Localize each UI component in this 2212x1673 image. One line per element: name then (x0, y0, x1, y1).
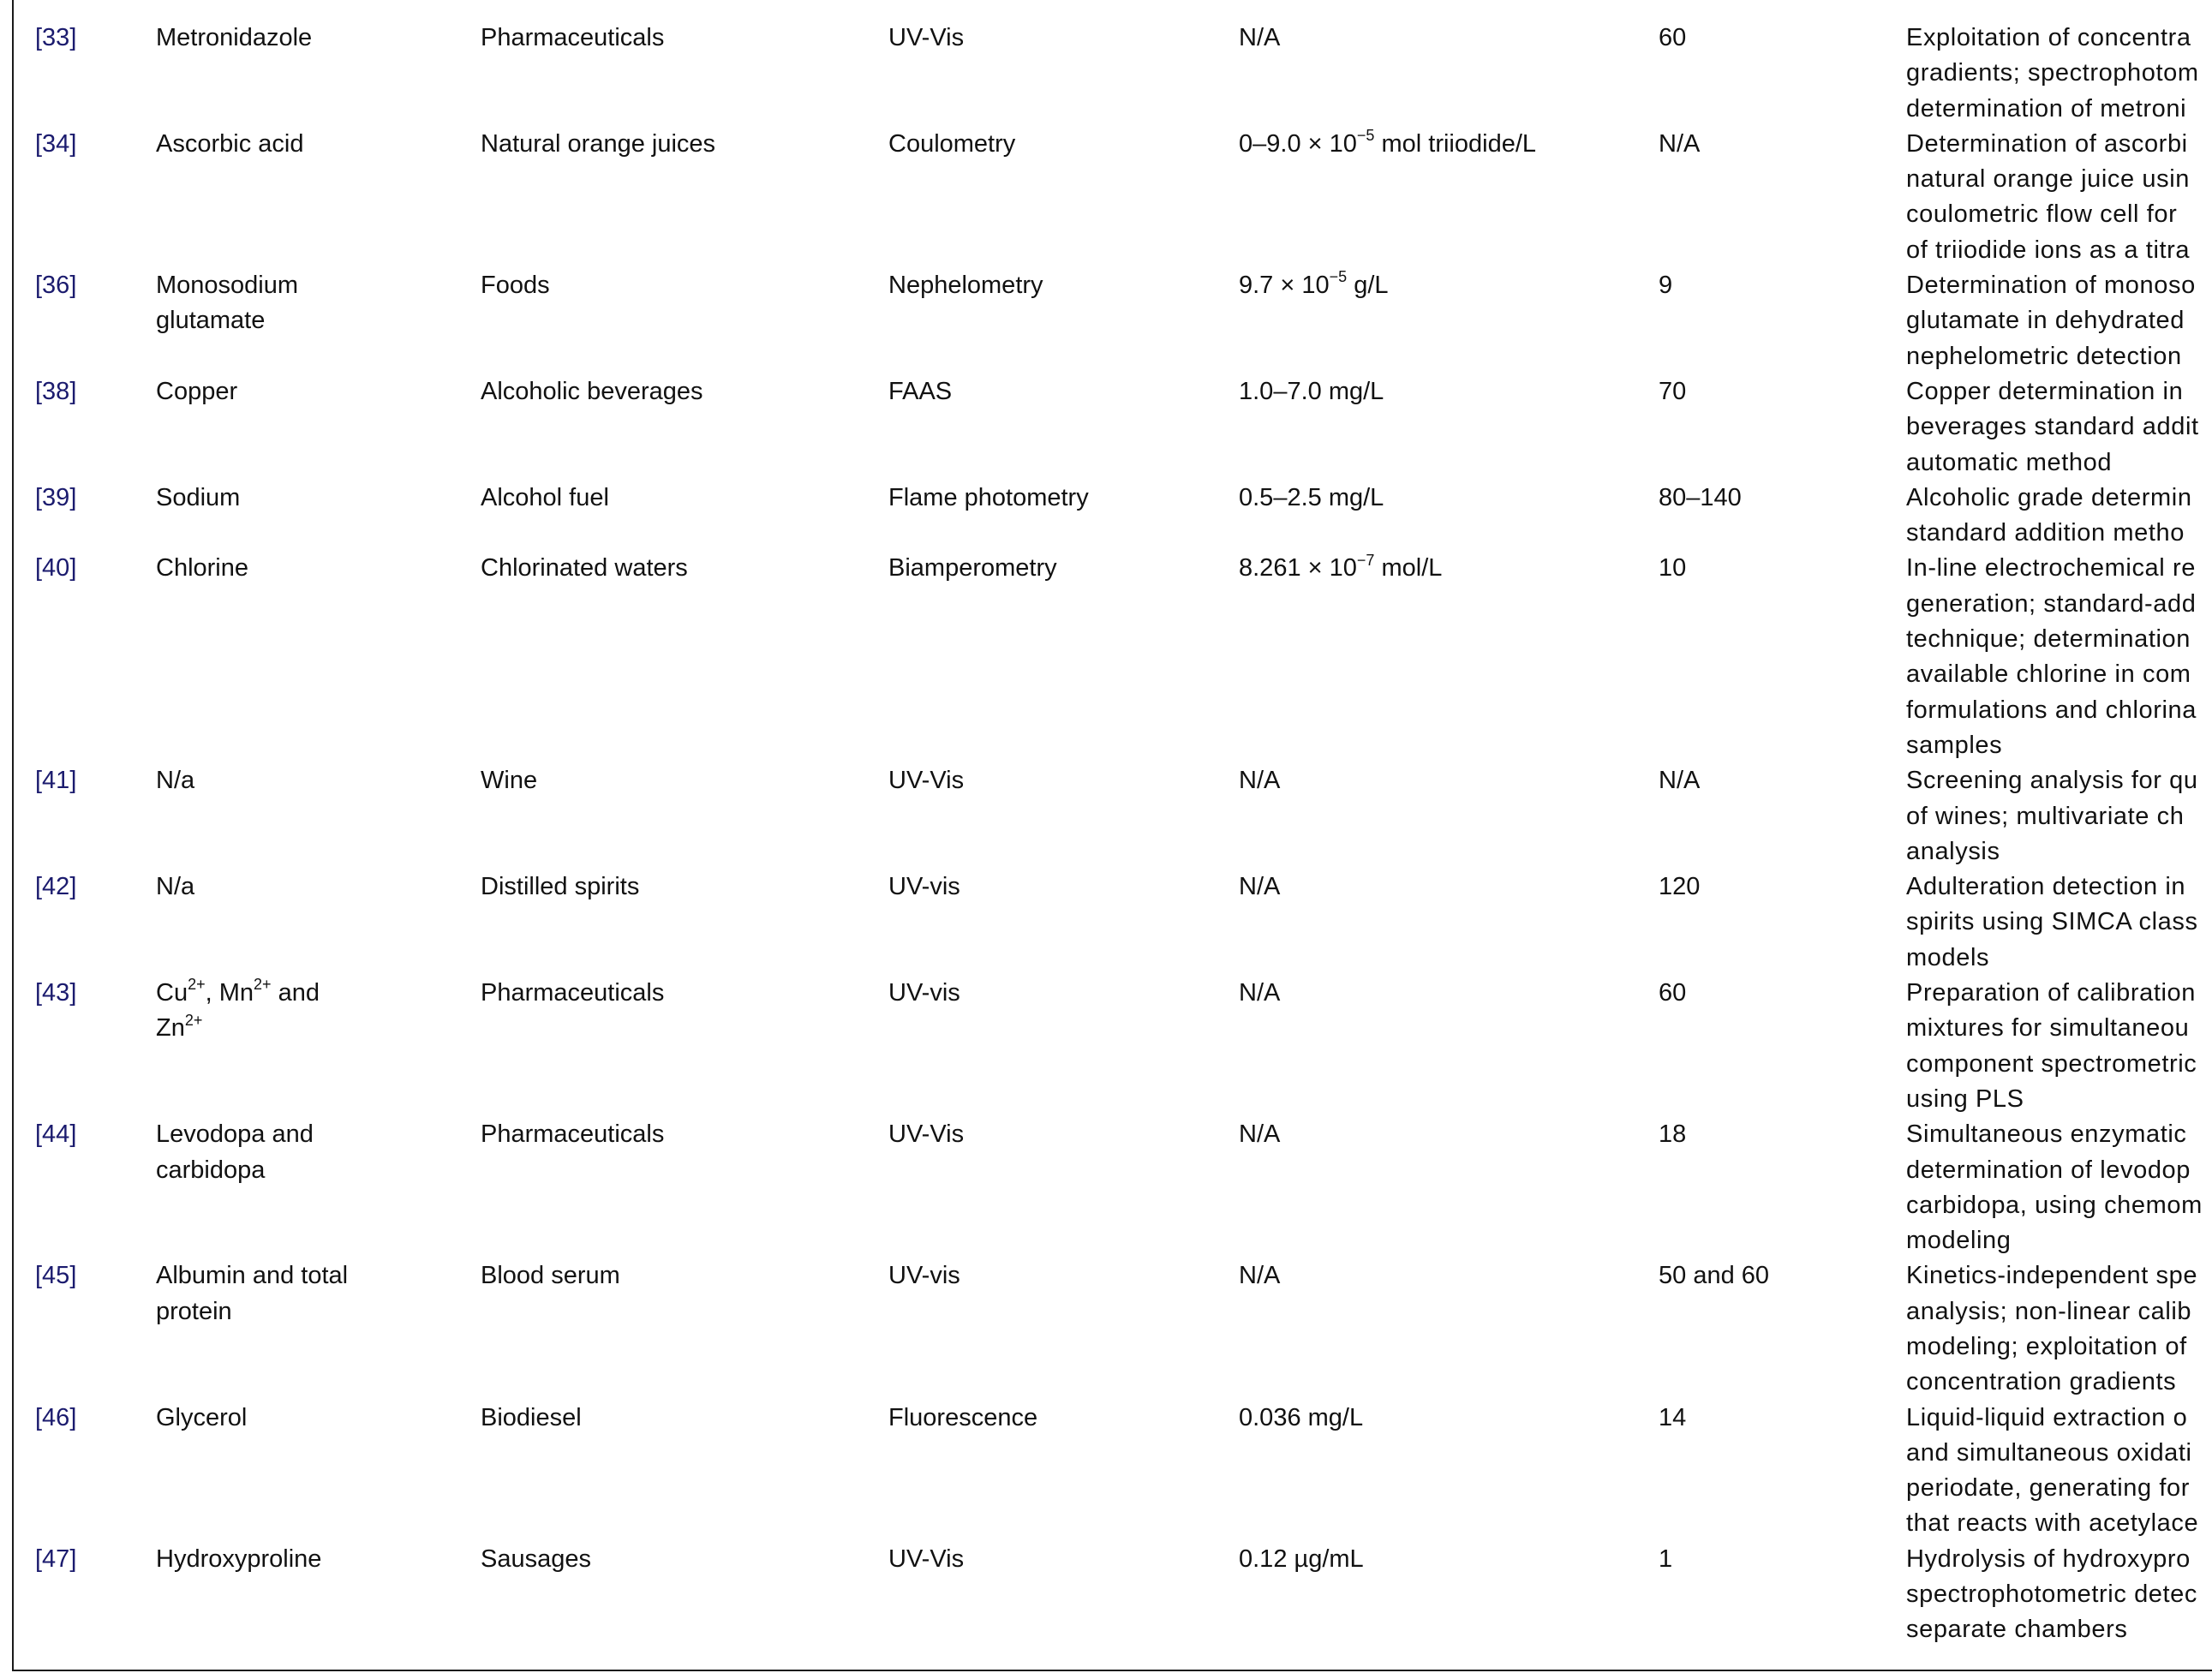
description-line: of wines; multivariate ch (1906, 802, 2185, 830)
description-line: Screening analysis for qu (1906, 767, 2198, 795)
range-value: 0.5–2.5 mg/L (1239, 483, 1384, 511)
table-row (0, 1542, 2212, 1648)
technique-cell: UV-Vis (888, 24, 965, 51)
description-cell (1906, 127, 2190, 268)
description-cell (1906, 1258, 2197, 1400)
reference-link[interactable]: [47] (35, 1545, 77, 1573)
technique-cell: Nephelometry (888, 272, 1043, 300)
description-line: Alcoholic grade determin (1906, 483, 2192, 511)
technique-cell: UV-Vis (888, 1545, 965, 1573)
description-cell (1906, 976, 2197, 1117)
description-line: spectrophotometric detec (1906, 1580, 2198, 1609)
description-line: of triiodide ions as a titra (1906, 236, 2191, 264)
analyte-line: glutamate (156, 307, 266, 335)
description-cell (1906, 21, 2199, 127)
sample-cell: Distilled spirits (481, 873, 640, 901)
sample-cell: Blood serum (481, 1262, 620, 1290)
description-line: glutamate in dehydrated (1906, 307, 2185, 335)
analyte-line: Metronidazole (156, 24, 313, 51)
description-line: Determination of ascorbi (1906, 129, 2188, 158)
analyte-cell (156, 1258, 348, 1329)
table-row (0, 268, 2212, 374)
reference-link[interactable]: [40] (35, 554, 77, 583)
analyte-cell (156, 481, 240, 516)
description-line: component spectrometric (1906, 1049, 2197, 1078)
reference-link[interactable]: [45] (35, 1262, 77, 1290)
sample-cell: Pharmaceuticals (481, 24, 665, 51)
description-line: standard addition metho (1906, 519, 2185, 547)
range-value: 1.0–7.0 mg/L (1239, 377, 1384, 405)
description-line: beverages standard addit (1906, 413, 2199, 441)
reference-link[interactable]: [46] (35, 1403, 77, 1431)
reference-link[interactable]: [39] (35, 483, 77, 511)
technique-cell: FAAS (888, 377, 953, 405)
sample-cell: Chlorinated waters (481, 554, 688, 583)
description-cell (1906, 1401, 2198, 1542)
table-row (0, 1117, 2212, 1258)
description-line: Copper determination in (1906, 377, 2184, 405)
frequency-cell: 60 (1659, 979, 1687, 1007)
frequency-cell: 60 (1659, 24, 1687, 51)
frequency-cell: 18 (1659, 1120, 1687, 1149)
frequency-cell: 14 (1659, 1403, 1687, 1431)
reference-link[interactable]: [44] (35, 1120, 77, 1149)
analyte-cell (156, 268, 298, 339)
table-row (0, 374, 2212, 481)
range-exponent: −7 (1356, 551, 1375, 569)
description-line: Adulteration detection in (1906, 873, 2186, 901)
description-line: modeling (1906, 1227, 2012, 1255)
reference-link[interactable]: [41] (35, 767, 77, 795)
technique-cell: UV-vis (888, 1262, 960, 1290)
range-unit: g/L (1347, 272, 1389, 300)
sample-cell: Sausages (481, 1545, 591, 1573)
range-value: N/A (1239, 873, 1281, 901)
range-value: 0.036 mg/L (1239, 1403, 1364, 1431)
analyte-line: $Cu^{2+}$, $Mn^{2+}$ and (156, 976, 320, 1007)
description-line: generation; standard-add (1906, 589, 2197, 618)
sample-cell: Wine (481, 767, 538, 795)
description-line: separate chambers (1906, 1616, 2128, 1644)
range-value: 8.261 × 10 (1239, 554, 1357, 583)
description-line: natural orange juice usin (1906, 165, 2190, 194)
description-cell (1906, 268, 2196, 374)
description-line: using PLS (1906, 1084, 2024, 1113)
description-line: Kinetics-independent spe (1906, 1262, 2198, 1290)
description-cell (1906, 1117, 2203, 1258)
description-line: Determination of monoso (1906, 272, 2196, 300)
description-line: coulometric flow cell for (1906, 200, 2178, 229)
sample-cell: Biodiesel (481, 1403, 582, 1431)
applications-table (0, 21, 2212, 1648)
table-row (0, 763, 2212, 869)
frequency-cell: 10 (1659, 554, 1687, 583)
analyte-cell (156, 21, 312, 56)
range-cell (1239, 976, 1280, 1011)
reference-link[interactable]: [34] (35, 129, 77, 158)
analyte-line: Monosodium (156, 272, 299, 300)
table-row (0, 1401, 2212, 1542)
technique-cell: Coulometry (888, 129, 1016, 158)
reference-link[interactable]: [36] (35, 272, 77, 300)
description-line: Hydrolysis of hydroxypro (1906, 1545, 2191, 1573)
table-row (0, 551, 2212, 763)
range-cell (1239, 1117, 1280, 1152)
description-cell (1906, 763, 2198, 869)
analyte-cell (156, 127, 303, 162)
description-line: gradients; spectrophotom (1906, 59, 2199, 87)
range-cell (1239, 481, 1384, 516)
frequency-cell: 70 (1659, 377, 1687, 405)
reference-link[interactable]: [38] (35, 377, 77, 405)
table-row (0, 481, 2212, 552)
description-line: Simultaneous enzymatic (1906, 1120, 2187, 1149)
description-cell (1906, 374, 2199, 481)
description-line: Preparation of calibration (1906, 979, 2197, 1007)
description-line: In-line electrochemical re (1906, 554, 2196, 583)
description-line: models (1906, 943, 1990, 971)
description-line: samples (1906, 731, 2003, 759)
sample-cell: Pharmaceuticals (481, 979, 665, 1007)
technique-cell: Flame photometry (888, 483, 1089, 511)
technique-cell: Biamperometry (888, 554, 1057, 583)
frequency-cell: N/A (1659, 129, 1701, 158)
table-row (0, 127, 2212, 268)
description-line: carbidopa, using chemom (1906, 1191, 2203, 1219)
frequency-cell: N/A (1659, 767, 1701, 795)
sample-cell: Alcohol fuel (481, 483, 609, 511)
description-line: modeling; exploitation of (1906, 1333, 2187, 1360)
description-line: that reacts with acetylace (1906, 1509, 2199, 1538)
frequency-cell: 120 (1659, 873, 1701, 901)
range-cell (1239, 374, 1384, 409)
table-row (0, 1258, 2212, 1400)
table-row (0, 869, 2212, 976)
description-cell (1906, 481, 2192, 552)
table-row (0, 21, 2212, 127)
description-line: available chlorine in com (1906, 660, 2191, 689)
range-value: N/A (1239, 1262, 1281, 1290)
description-line: formulations and chlorina (1906, 696, 2197, 724)
description-line: and simultaneous oxidati (1906, 1438, 2192, 1467)
analyte-cell (156, 1542, 321, 1577)
analyte-line: N/a (156, 767, 195, 795)
analyte-line: Levodopa and (156, 1120, 314, 1149)
range-exponent: −5 (1356, 127, 1375, 145)
description-line: determination of metroni (1906, 94, 2187, 122)
range-value: 0–9.0 × 10 (1239, 129, 1357, 158)
range-unit: mol/L (1374, 554, 1443, 583)
range-cell (1239, 869, 1280, 905)
description-line: Liquid-liquid extraction o (1906, 1403, 2188, 1431)
range-value: N/A (1239, 767, 1281, 795)
analyte-cell (156, 1117, 314, 1188)
frequency-cell: 50 and 60 (1659, 1262, 1770, 1290)
analyte-cell (156, 763, 194, 798)
description-line: analysis; non-linear calib (1906, 1297, 2192, 1325)
range-value: 0.12 µg/mL (1239, 1545, 1364, 1573)
technique-cell: UV-Vis (888, 767, 965, 795)
range-cell (1239, 1401, 1363, 1436)
analyte-line: carbidopa (156, 1156, 266, 1184)
analyte-line: protein (156, 1297, 232, 1325)
range-cell (1239, 763, 1280, 798)
analyte-cell (156, 1401, 247, 1436)
description-cell (1906, 551, 2197, 763)
sample-cell: Alcoholic beverages (481, 377, 703, 405)
description-cell (1906, 869, 2198, 976)
range-cell (1239, 127, 1536, 162)
reference-link[interactable]: [42] (35, 873, 77, 901)
description-cell (1906, 1542, 2197, 1648)
description-line: periodate, generating for (1906, 1474, 2190, 1503)
description-line: spirits using SIMCA class (1906, 908, 2198, 936)
table-row (0, 976, 2212, 1117)
analyte-line: $Zn^{2+}$ (156, 1011, 203, 1043)
description-line: technique; determination (1906, 625, 2191, 654)
technique-cell: UV-vis (888, 979, 960, 1007)
analyte-cell (156, 551, 248, 586)
range-cell (1239, 1542, 1364, 1577)
frequency-cell: 9 (1659, 272, 1673, 300)
analyte-cell (156, 976, 320, 1047)
sample-cell: Foods (481, 272, 550, 300)
description-line: nephelometric detection (1906, 342, 2182, 370)
range-value: N/A (1239, 1120, 1281, 1149)
technique-cell: Fluorescence (888, 1403, 1038, 1431)
sample-cell: Natural orange juices (481, 129, 716, 158)
range-cell (1239, 268, 1389, 303)
sample-cell: Pharmaceuticals (481, 1120, 665, 1149)
analyte-line: Ascorbic acid (156, 129, 304, 158)
table-bottom-border (12, 1670, 2212, 1671)
range-cell (1239, 1258, 1280, 1294)
analyte-line: Sodium (156, 483, 241, 511)
range-value: 9.7 × 10 (1239, 272, 1330, 300)
analyte-line: Albumin and total (156, 1262, 349, 1290)
analyte-line: Glycerol (156, 1403, 248, 1431)
frequency-cell: 80–140 (1659, 483, 1742, 511)
description-line: analysis (1906, 837, 2000, 865)
analyte-cell (156, 869, 194, 905)
range-value: N/A (1239, 979, 1281, 1007)
analyte-line: Chlorine (156, 554, 248, 583)
range-cell (1239, 551, 1442, 586)
frequency-cell: 1 (1659, 1545, 1673, 1573)
description-line: determination of levodop (1906, 1156, 2191, 1184)
technique-cell: UV-vis (888, 873, 960, 901)
range-unit: mol triiodide/L (1374, 129, 1537, 158)
range-cell (1239, 21, 1280, 56)
analyte-cell (156, 374, 237, 409)
description-line: automatic method (1906, 448, 2113, 476)
technique-cell: UV-Vis (888, 1120, 965, 1149)
description-line: concentration gradients (1906, 1368, 2177, 1396)
range-value: N/A (1239, 24, 1281, 51)
range-exponent: −5 (1329, 268, 1348, 286)
analyte-line: N/a (156, 873, 195, 901)
description-line: Exploitation of concentra (1906, 24, 2191, 51)
reference-link[interactable]: [43] (35, 979, 77, 1007)
analyte-line: Hydroxyproline (156, 1545, 322, 1573)
reference-link[interactable]: [33] (35, 24, 77, 51)
analyte-line: Copper (156, 377, 238, 405)
description-line: mixtures for simultaneou (1906, 1014, 2190, 1043)
